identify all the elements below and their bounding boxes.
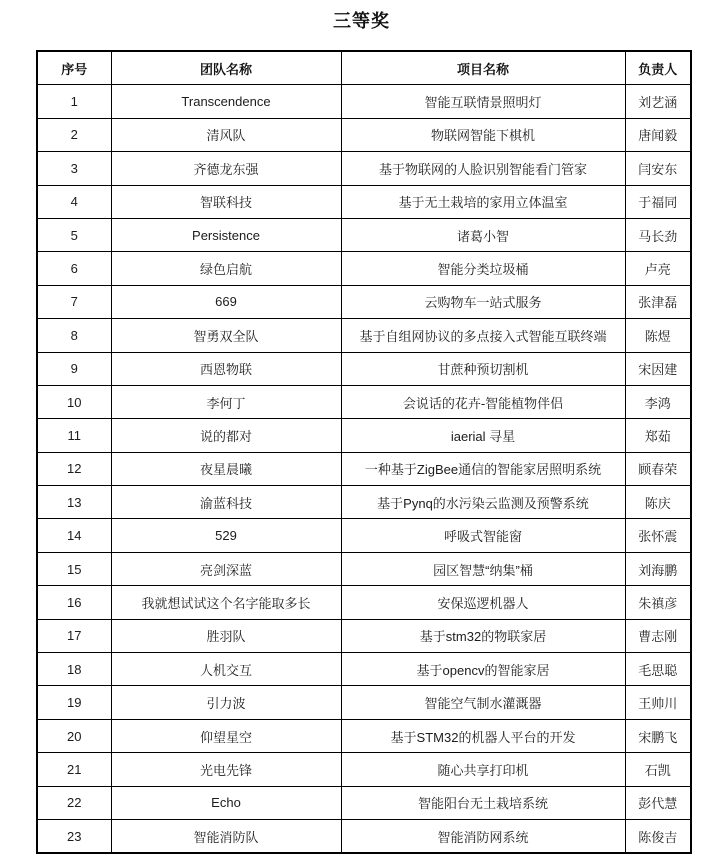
cell-leader: 宋因建 bbox=[625, 352, 691, 385]
cell-no: 4 bbox=[37, 185, 111, 218]
cell-leader: 刘艺涵 bbox=[625, 85, 691, 118]
cell-leader: 陈俊吉 bbox=[625, 819, 691, 853]
cell-project: 智能分类垃圾桶 bbox=[341, 252, 625, 285]
table-row bbox=[37, 85, 691, 118]
table-row bbox=[37, 285, 691, 318]
cell-no: 19 bbox=[37, 686, 111, 719]
cell-team: Echo bbox=[111, 786, 341, 819]
cell-project: 基于自组网协议的多点接入式智能互联终端 bbox=[341, 319, 625, 352]
column-header-no: 序号 bbox=[37, 51, 111, 85]
cell-project: 智能阳台无土栽培系统 bbox=[341, 786, 625, 819]
table-body bbox=[37, 85, 691, 853]
cell-leader: 毛思聪 bbox=[625, 653, 691, 686]
cell-team: 仰望星空 bbox=[111, 719, 341, 752]
page-title: 三等奖 bbox=[333, 11, 390, 31]
cell-team: 齐德龙东强 bbox=[111, 152, 341, 185]
table-row bbox=[37, 118, 691, 151]
cell-no: 14 bbox=[37, 519, 111, 552]
cell-no: 18 bbox=[37, 653, 111, 686]
awards-table bbox=[36, 50, 692, 854]
table-row bbox=[37, 252, 691, 285]
cell-no: 13 bbox=[37, 486, 111, 519]
cell-no: 12 bbox=[37, 452, 111, 485]
cell-team: 669 bbox=[111, 285, 341, 318]
cell-leader: 陈煜 bbox=[625, 319, 691, 352]
cell-project: 智能互联情景照明灯 bbox=[341, 85, 625, 118]
table-row bbox=[37, 152, 691, 185]
cell-project: 智能空气制水灌溉器 bbox=[341, 686, 625, 719]
table-row bbox=[37, 486, 691, 519]
cell-project: 一种基于ZigBee通信的智能家居照明系统 bbox=[341, 452, 625, 485]
cell-no: 5 bbox=[37, 218, 111, 251]
table-row bbox=[37, 352, 691, 385]
cell-project: 甘蔗种预切割机 bbox=[341, 352, 625, 385]
table-row bbox=[37, 319, 691, 352]
cell-leader: 王帅川 bbox=[625, 686, 691, 719]
cell-leader: 石凯 bbox=[625, 753, 691, 786]
cell-no: 16 bbox=[37, 586, 111, 619]
cell-leader: 张怀震 bbox=[625, 519, 691, 552]
table-row bbox=[37, 653, 691, 686]
cell-no: 10 bbox=[37, 385, 111, 418]
table-row bbox=[37, 753, 691, 786]
cell-no: 2 bbox=[37, 118, 111, 151]
cell-team: 西恩物联 bbox=[111, 352, 341, 385]
cell-leader: 卢亮 bbox=[625, 252, 691, 285]
cell-project: 呼吸式智能窗 bbox=[341, 519, 625, 552]
cell-no: 15 bbox=[37, 552, 111, 585]
cell-project: 基于无土栽培的家用立体温室 bbox=[341, 185, 625, 218]
cell-team: 渝蓝科技 bbox=[111, 486, 341, 519]
cell-team: Persistence bbox=[111, 218, 341, 251]
table-row bbox=[37, 686, 691, 719]
cell-project: 云购物车一站式服务 bbox=[341, 285, 625, 318]
cell-leader: 马长劲 bbox=[625, 218, 691, 251]
cell-no: 23 bbox=[37, 819, 111, 853]
cell-project: iaerial 寻星 bbox=[341, 419, 625, 452]
cell-project: 物联网智能下棋机 bbox=[341, 118, 625, 151]
cell-leader: 顾春荣 bbox=[625, 452, 691, 485]
cell-project: 基于stm32的物联家居 bbox=[341, 619, 625, 652]
table-row bbox=[37, 819, 691, 853]
table-row bbox=[37, 452, 691, 485]
cell-team: 智能消防队 bbox=[111, 819, 341, 853]
cell-leader: 彭代慧 bbox=[625, 786, 691, 819]
table-row bbox=[37, 552, 691, 585]
cell-no: 20 bbox=[37, 719, 111, 752]
cell-no: 21 bbox=[37, 753, 111, 786]
cell-no: 1 bbox=[37, 85, 111, 118]
cell-leader: 张津磊 bbox=[625, 285, 691, 318]
table-row bbox=[37, 519, 691, 552]
cell-team: Transcendence bbox=[111, 85, 341, 118]
cell-team: 529 bbox=[111, 519, 341, 552]
cell-no: 6 bbox=[37, 252, 111, 285]
cell-leader: 于福同 bbox=[625, 185, 691, 218]
cell-team: 夜星晨曦 bbox=[111, 452, 341, 485]
cell-project: 诸葛小智 bbox=[341, 218, 625, 251]
cell-project: 园区智慧“纳集”桶 bbox=[341, 552, 625, 585]
cell-leader: 闫安东 bbox=[625, 152, 691, 185]
cell-project: 基于物联网的人脸识别智能看门管家 bbox=[341, 152, 625, 185]
table-row bbox=[37, 586, 691, 619]
cell-team: 李何丁 bbox=[111, 385, 341, 418]
cell-leader: 陈庆 bbox=[625, 486, 691, 519]
cell-no: 9 bbox=[37, 352, 111, 385]
cell-team: 清风队 bbox=[111, 118, 341, 151]
cell-project: 基于STM32的机器人平台的开发 bbox=[341, 719, 625, 752]
cell-project: 智能消防网系统 bbox=[341, 819, 625, 853]
cell-no: 11 bbox=[37, 419, 111, 452]
cell-leader: 刘海鹏 bbox=[625, 552, 691, 585]
cell-no: 17 bbox=[37, 619, 111, 652]
cell-leader: 曹志刚 bbox=[625, 619, 691, 652]
column-header-leader: 负责人 bbox=[625, 51, 691, 85]
header-row bbox=[37, 51, 691, 85]
cell-leader: 宋鹏飞 bbox=[625, 719, 691, 752]
cell-team: 光电先锋 bbox=[111, 753, 341, 786]
cell-project: 基于Pynq的水污染云监测及预警系统 bbox=[341, 486, 625, 519]
cell-team: 说的都对 bbox=[111, 419, 341, 452]
cell-team: 绿色启航 bbox=[111, 252, 341, 285]
cell-project: 基于opencv的智能家居 bbox=[341, 653, 625, 686]
cell-team: 引力波 bbox=[111, 686, 341, 719]
cell-no: 8 bbox=[37, 319, 111, 352]
column-header-team: 团队名称 bbox=[111, 51, 341, 85]
cell-no: 3 bbox=[37, 152, 111, 185]
column-header-project: 项目名称 bbox=[341, 51, 625, 85]
table-row bbox=[37, 419, 691, 452]
table-row bbox=[37, 218, 691, 251]
cell-leader: 唐闻毅 bbox=[625, 118, 691, 151]
cell-leader: 朱禛彦 bbox=[625, 586, 691, 619]
cell-project: 随心共享打印机 bbox=[341, 753, 625, 786]
table-row bbox=[37, 619, 691, 652]
table-row bbox=[37, 719, 691, 752]
cell-team: 智勇双全队 bbox=[111, 319, 341, 352]
cell-project: 会说话的花卉-智能植物伴侣 bbox=[341, 385, 625, 418]
cell-team: 亮剑深蓝 bbox=[111, 552, 341, 585]
cell-leader: 郑茹 bbox=[625, 419, 691, 452]
cell-project: 安保巡逻机器人 bbox=[341, 586, 625, 619]
table-row bbox=[37, 385, 691, 418]
cell-leader: 李鸿 bbox=[625, 385, 691, 418]
cell-team: 人机交互 bbox=[111, 653, 341, 686]
table-row bbox=[37, 185, 691, 218]
cell-team: 我就想试试这个名字能取多长 bbox=[111, 586, 341, 619]
cell-team: 胜羽队 bbox=[111, 619, 341, 652]
cell-team: 智联科技 bbox=[111, 185, 341, 218]
cell-no: 22 bbox=[37, 786, 111, 819]
cell-no: 7 bbox=[37, 285, 111, 318]
table-row bbox=[37, 786, 691, 819]
